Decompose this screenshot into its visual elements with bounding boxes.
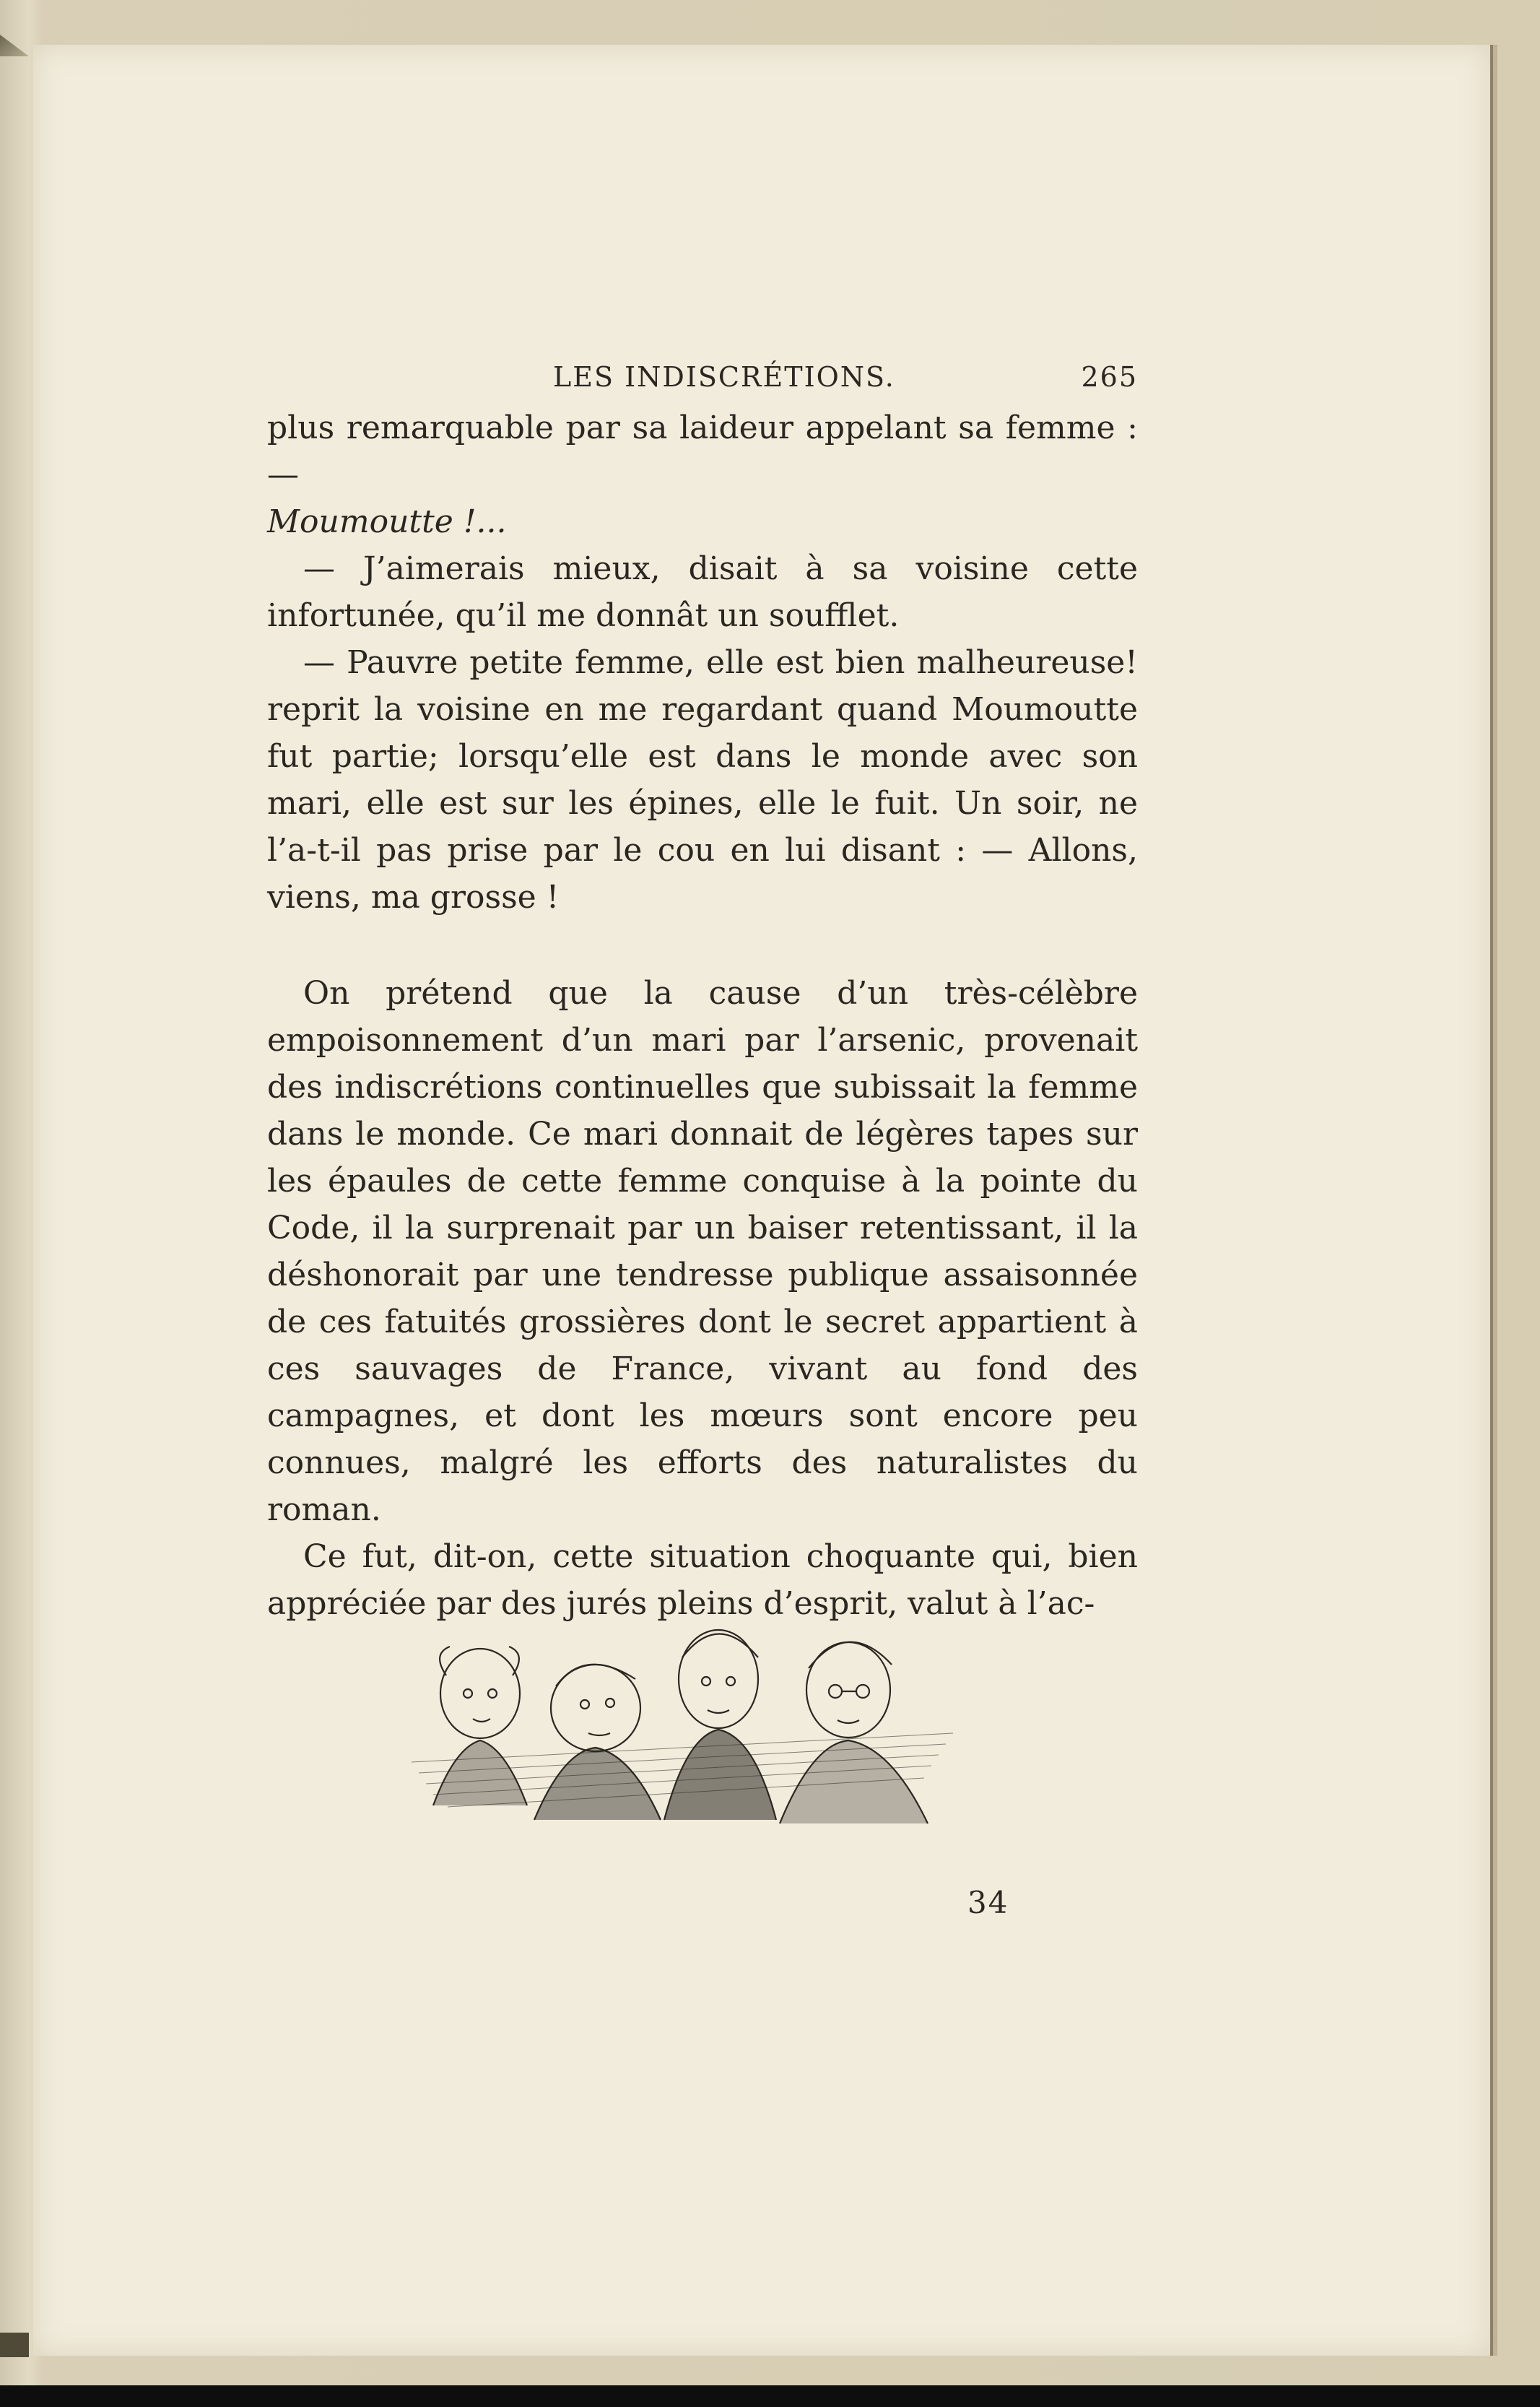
scan-border-bottom	[0, 2385, 1540, 2407]
paragraph-dialogue-1: — J’aimerais mieux, disait à sa voisine cette infortunée, qu’il me donnât un soufflet.	[267, 550, 1138, 634]
running-header	[267, 354, 1138, 404]
paragraph-dialogue-2: — Pauvre petite femme, elle est bien malheureuse! reprit la voisine en me regardant quand Moumoutte fut partie; lorsqu’elle est dans le monde avec son mari, elle est sur les épines, elle le fuit. Un soir, ne l’a-t-il pas prise par le cou en lui disant : — Allons, viens, ma grosse !	[267, 644, 1138, 916]
text-column	[267, 354, 1138, 1627]
paragraph-final: Ce fut, dit-on, cette situation choquante qui, bien appréciée par des jurés pleins d’esprit, valut à l’ac-	[267, 1538, 1138, 1622]
signature-mark: 34	[967, 1885, 1009, 1920]
italic-exclamation: Moumoutte !...	[267, 503, 507, 540]
page-corner-fold	[0, 35, 29, 56]
paragraph-main: On prétend que la cause d’un très-célèbre empoisonnement d’un mari par l’arsenic, provenait des indiscrétions continuelles que subissait la femme dans le monde. Ce mari donnait de légères tapes sur les épaules de cette femme conquise à la pointe du Code, il la surprenait par un baiser retentissant, il la déshonorait par une tendresse publique assaisonnée de ces fatuités grossières dont le secret appartient à ces sauvages de France, vivant au fond des campagnes, et dont les mœurs sont encore peu connues, malgré les efforts des naturalistes du roman.	[267, 975, 1138, 1528]
engraving-illustration	[404, 1618, 960, 1834]
page-corner-shadow	[0, 2333, 29, 2357]
paragraph-line: plus remarquable par sa laideur appelant sa femme : —	[267, 409, 1138, 493]
paragraph-continuation	[267, 404, 1138, 545]
page-number: 265	[1081, 361, 1138, 393]
running-title: LES INDISCRÉTIONS.	[553, 361, 895, 393]
